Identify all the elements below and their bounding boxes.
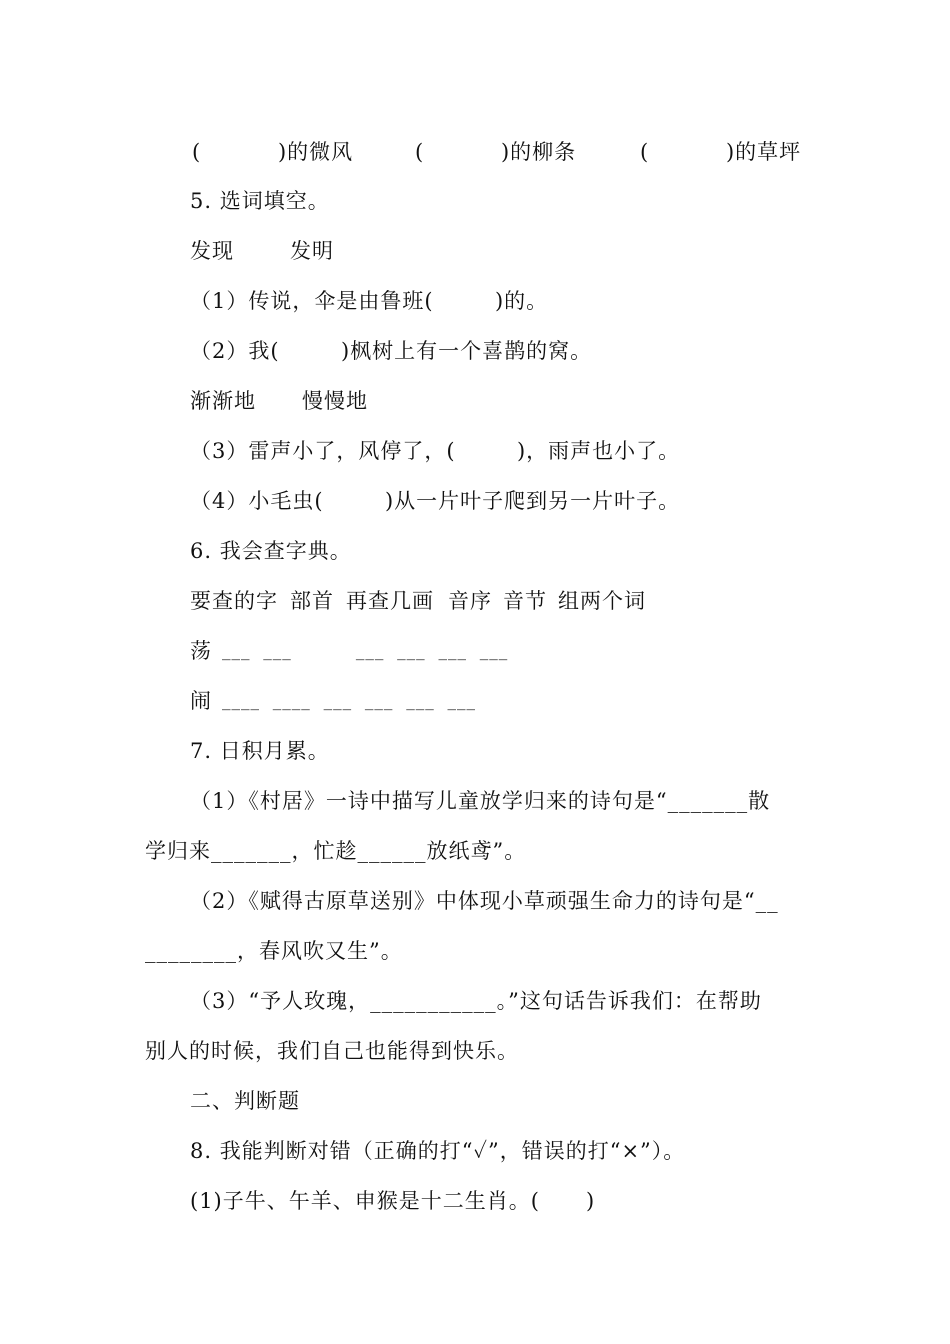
q5-sentence-1: （1）传说，伞是由鲁班( )的。 — [190, 289, 549, 313]
q5-word-2: 发明 — [290, 239, 334, 263]
q7-title: 7. 日积月累。 — [190, 739, 330, 763]
q6-header-4: 音序 — [448, 589, 492, 613]
q6-header-1: 要查的字 — [190, 589, 278, 613]
q8-title: 8. 我能判断对错（正确的打“✓”，错误的打“×”）。 — [190, 1139, 686, 1163]
q6-title: 6. 我会查字典。 — [190, 539, 352, 563]
q6-row2-char: 闹 — [190, 689, 212, 713]
q5-sentence-4: （4）小毛虫( )从一片叶子爬到另一片叶子。 — [190, 489, 681, 513]
q5-word-3: 渐渐地 — [190, 389, 256, 413]
q6-row1-blanks: ___ ___ ___ ___ ___ ___ — [222, 641, 509, 661]
q6-header-6: 组两个词 — [558, 589, 646, 613]
q5-title: 5. 选词填空。 — [190, 189, 330, 213]
q6-header-5: 音节 — [503, 589, 547, 613]
q4-item-2: ( )的柳条 — [415, 140, 577, 164]
q7-p2-line1: （2）《赋得古原草送别》中体现小草顽强生命力的诗句是“__ — [190, 889, 779, 913]
q5-sentence-3: （3）雷声小了，风停了，( )，雨声也小了。 — [190, 439, 681, 463]
q7-p3-line2: 别人的时候，我们自己也能得到快乐。 — [145, 1039, 519, 1063]
q6-row1-char: 荡 — [190, 639, 212, 663]
q7-p3-line1: （3）“予人玫瑰，___________。”这句话告诉我们：在帮助 — [190, 989, 762, 1013]
q7-p1-line1: （1）《村居》一诗中描写儿童放学归来的诗句是“_______散 — [190, 789, 771, 813]
q6-header-3: 再查几画 — [346, 589, 434, 613]
q6-header-2: 部首 — [290, 589, 334, 613]
q5-sentence-2: （2）我( )枫树上有一个喜鹊的窝。 — [190, 339, 593, 363]
q4-item-1: ( )的微风 — [192, 140, 354, 164]
section-2-title: 二、判断题 — [190, 1089, 300, 1113]
q5-word-1: 发现 — [190, 239, 234, 263]
q7-p2-line2: ________，春风吹又生”。 — [145, 939, 403, 963]
q7-p1-line2: 学归来_______，忙趁______放纸鸢”。 — [145, 839, 527, 863]
q4-item-3: ( )的草坪 — [640, 140, 802, 164]
q8-item-1: (1)子牛、午羊、申猴是十二生肖。( ) — [190, 1189, 596, 1213]
q6-row2-blanks: ____ ____ ___ ___ ___ ___ — [222, 691, 477, 711]
q5-word-4: 慢慢地 — [302, 389, 368, 413]
